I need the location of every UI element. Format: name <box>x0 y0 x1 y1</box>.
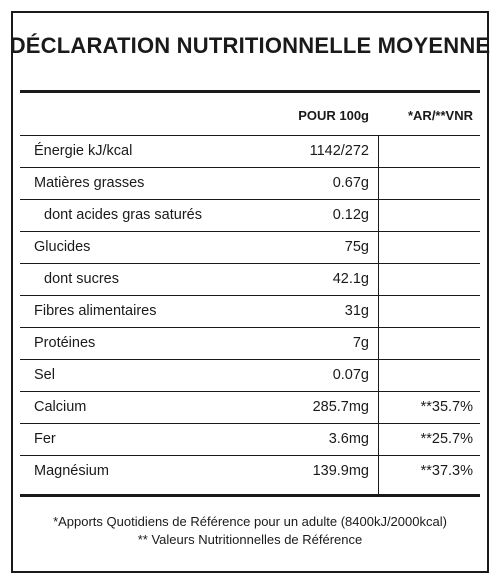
row-divider <box>20 295 480 296</box>
row-value-per-100g: 0.67g <box>332 175 369 191</box>
footer-rule <box>20 494 480 497</box>
header-rule <box>20 135 480 136</box>
row-label: Fibres alimentaires <box>34 303 157 319</box>
row-value-per-100g: 1142/272 <box>309 143 369 159</box>
row-value-ar: **37.3% <box>420 463 473 479</box>
row-label: Matières grasses <box>34 175 145 191</box>
footnote-ar: *Apports Quotidiens de Référence pour un adulte (8400kJ/2000kcal) <box>53 514 447 529</box>
footnote-vnr: ** Valeurs Nutritionnelles de Référence <box>137 532 363 547</box>
row-divider <box>20 327 480 328</box>
row-value-ar: **25.7% <box>420 431 473 447</box>
header-per-100g: POUR 100g <box>298 108 369 123</box>
row-divider <box>20 167 480 168</box>
row-divider <box>20 263 480 264</box>
row-divider <box>20 391 480 392</box>
row-label: Fer <box>34 431 56 447</box>
row-value-per-100g: 75g <box>344 239 369 255</box>
row-value-ar: **35.7% <box>420 399 473 415</box>
column-divider <box>378 135 379 496</box>
row-divider <box>20 199 480 200</box>
row-label: Glucides <box>34 239 91 255</box>
row-label: Calcium <box>34 399 87 415</box>
row-value-per-100g: 3.6mg <box>328 431 369 447</box>
row-value-per-100g: 42.1g <box>332 271 369 287</box>
row-label: dont sucres <box>44 271 119 287</box>
row-divider <box>20 455 480 456</box>
title-rule <box>20 90 480 93</box>
row-label: Magnésium <box>34 463 109 479</box>
row-divider <box>20 359 480 360</box>
row-value-per-100g: 0.07g <box>332 367 369 383</box>
row-label: dont acides gras saturés <box>44 207 202 223</box>
row-value-per-100g: 31g <box>344 303 369 319</box>
row-value-per-100g: 139.9mg <box>312 463 369 479</box>
row-label: Énergie kJ/kcal <box>34 143 133 159</box>
header-ar-vnr: *AR/**VNR <box>407 108 473 123</box>
row-value-per-100g: 285.7mg <box>312 399 369 415</box>
row-value-per-100g: 7g <box>352 335 369 351</box>
row-value-per-100g: 0.12g <box>332 207 369 223</box>
row-divider <box>20 231 480 232</box>
row-label: Sel <box>34 367 55 383</box>
table-title: DÉCLARATION NUTRITIONNELLE MOYENNE <box>9 33 491 58</box>
row-label: Protéines <box>34 335 96 351</box>
nutrition-panel <box>11 11 489 573</box>
row-divider <box>20 423 480 424</box>
